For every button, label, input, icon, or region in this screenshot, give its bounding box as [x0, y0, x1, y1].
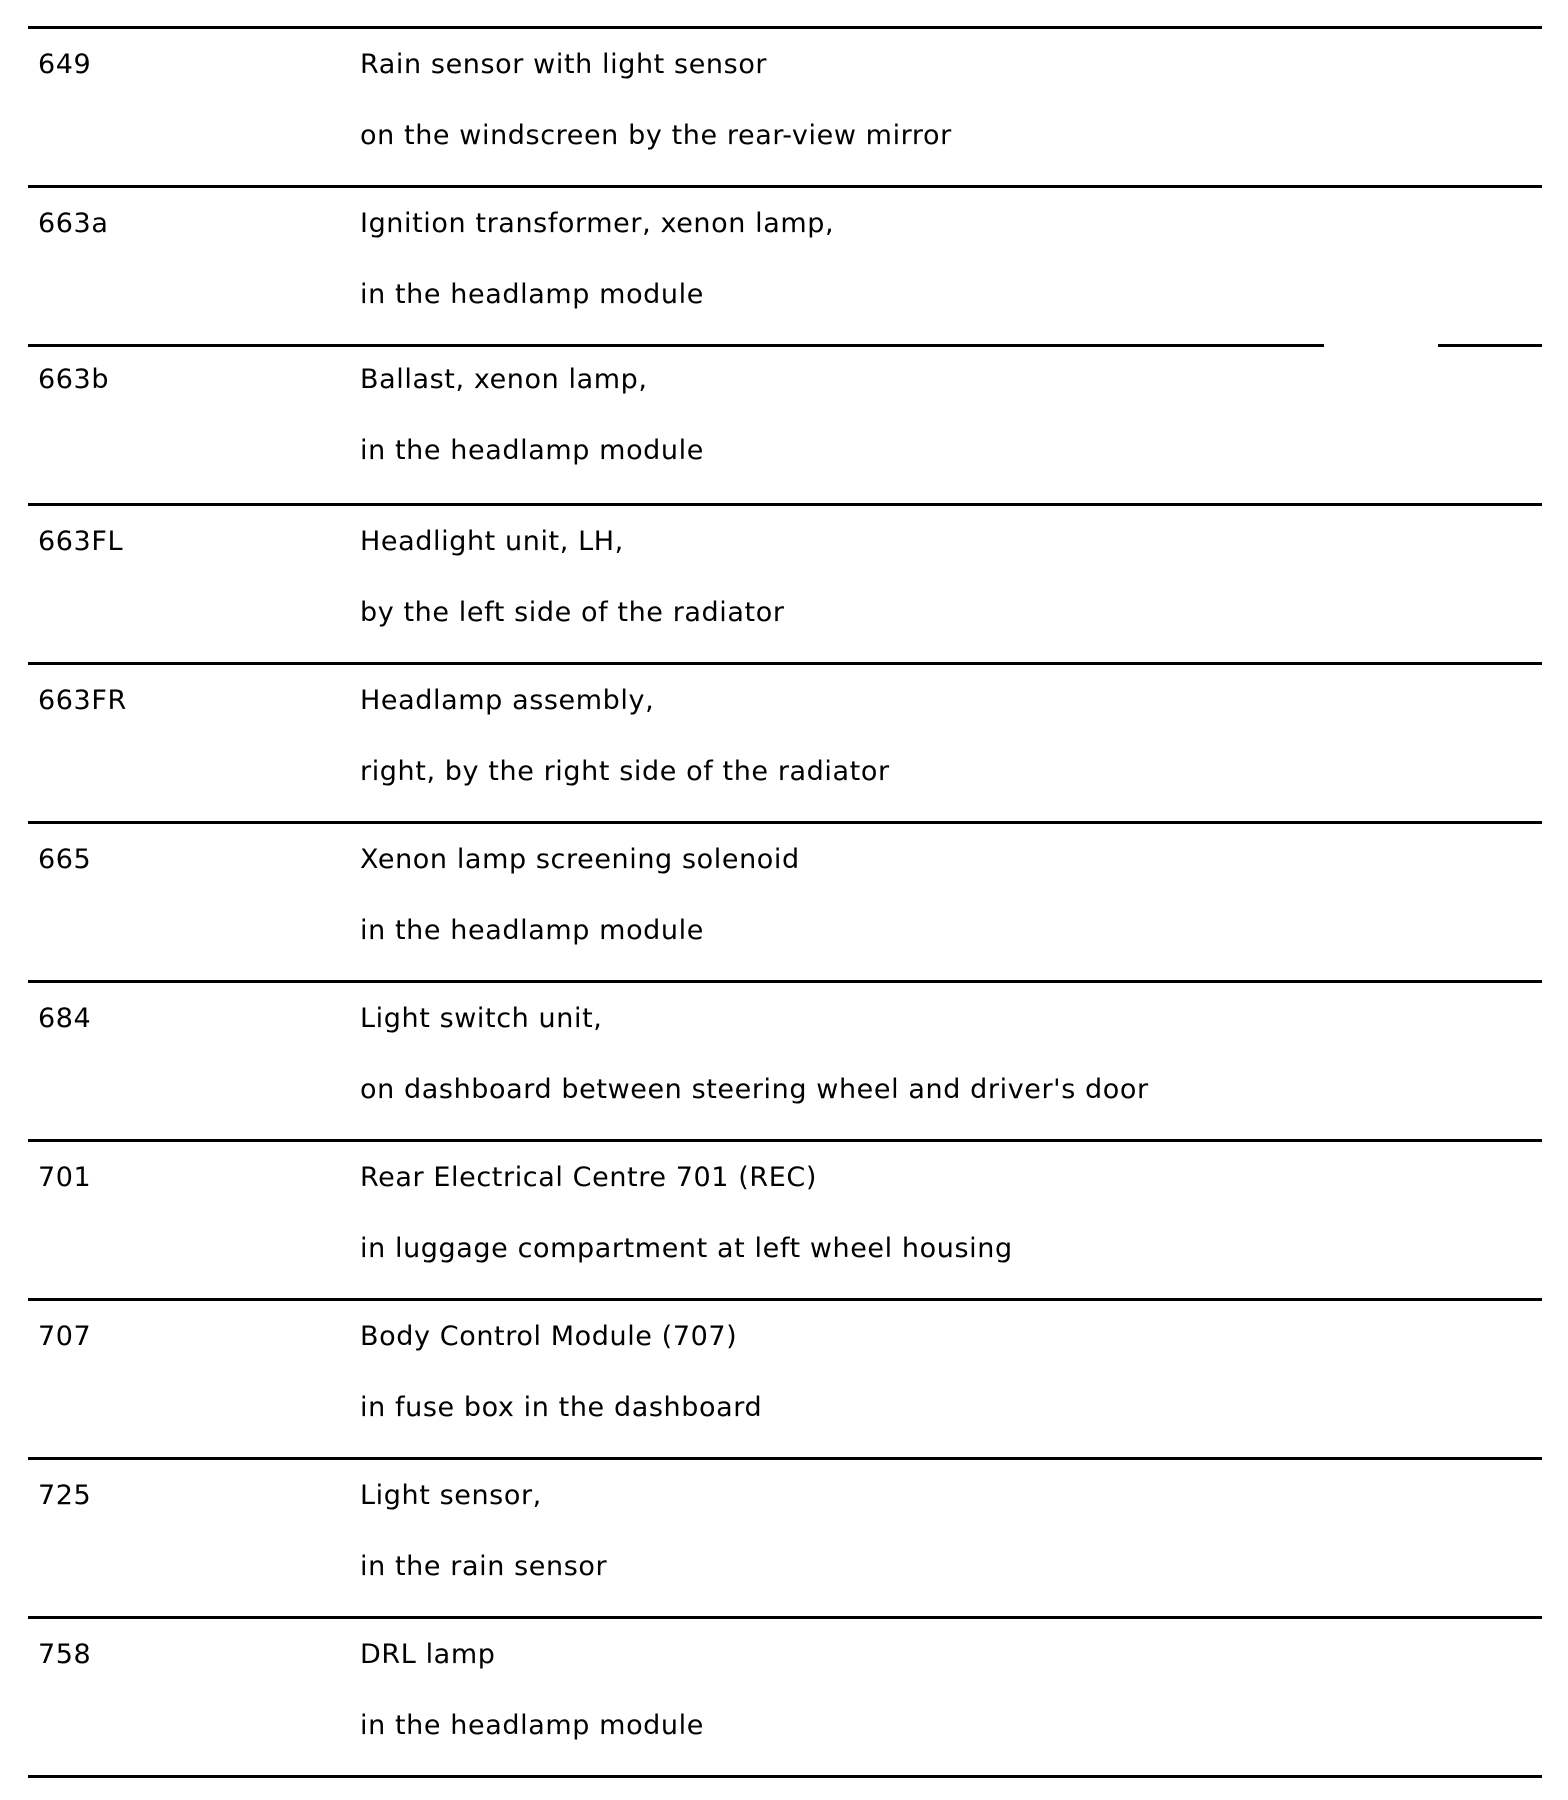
- component-code: 707: [38, 1321, 92, 1352]
- component-location: in the headlamp module: [360, 435, 704, 466]
- component-location: in the rain sensor: [360, 1551, 608, 1582]
- table-row: [28, 1139, 1542, 1298]
- component-location: in the headlamp module: [360, 915, 704, 946]
- table-row: [28, 980, 1542, 1139]
- component-description: Light sensor,: [360, 1480, 542, 1511]
- component-description: Rear Electrical Centre 701 (REC): [360, 1162, 817, 1193]
- component-code: 663b: [38, 364, 110, 395]
- component-location: in the headlamp module: [360, 279, 704, 310]
- table-row: [28, 1616, 1542, 1775]
- component-code: 649: [38, 49, 92, 80]
- component-description: DRL lamp: [360, 1639, 496, 1670]
- component-location: in fuse box in the dashboard: [360, 1392, 763, 1423]
- component-code: 758: [38, 1639, 92, 1670]
- component-description: Xenon lamp screening solenoid: [360, 844, 800, 875]
- component-description: Headlight unit, LH,: [360, 526, 624, 557]
- component-table: [28, 26, 1542, 1778]
- component-location: on dashboard between steering wheel and driver's door: [360, 1074, 1149, 1105]
- component-location: on the windscreen by the rear-view mirror: [360, 120, 952, 151]
- component-code: 663FL: [38, 526, 124, 557]
- component-code: 665: [38, 844, 92, 875]
- component-code: 663a: [38, 208, 109, 239]
- component-location: in luggage compartment at left wheel housing: [360, 1233, 1013, 1264]
- table-row: [28, 1298, 1542, 1457]
- table-row: [28, 26, 1542, 185]
- component-description: Ignition transformer, xenon lamp,: [360, 208, 835, 239]
- component-description: Light switch unit,: [360, 1003, 603, 1034]
- table-row: [28, 821, 1542, 980]
- table-row: [28, 185, 1542, 344]
- component-description: Body Control Module (707): [360, 1321, 738, 1352]
- component-location: by the left side of the radiator: [360, 597, 785, 628]
- component-location: right, by the right side of the radiator: [360, 756, 890, 787]
- component-code: 684: [38, 1003, 92, 1034]
- component-description: Ballast, xenon lamp,: [360, 364, 648, 395]
- component-location: in the headlamp module: [360, 1710, 704, 1741]
- component-code: 725: [38, 1480, 92, 1511]
- table-row: [28, 344, 1542, 503]
- component-code: 701: [38, 1162, 92, 1193]
- component-description: Rain sensor with light sensor: [360, 49, 768, 80]
- table-row: [28, 1457, 1542, 1616]
- table-row: [28, 503, 1542, 662]
- table-bottom-border: [28, 1775, 1542, 1778]
- component-code: 663FR: [38, 685, 127, 716]
- table-row: [28, 662, 1542, 821]
- component-description: Headlamp assembly,: [360, 685, 655, 716]
